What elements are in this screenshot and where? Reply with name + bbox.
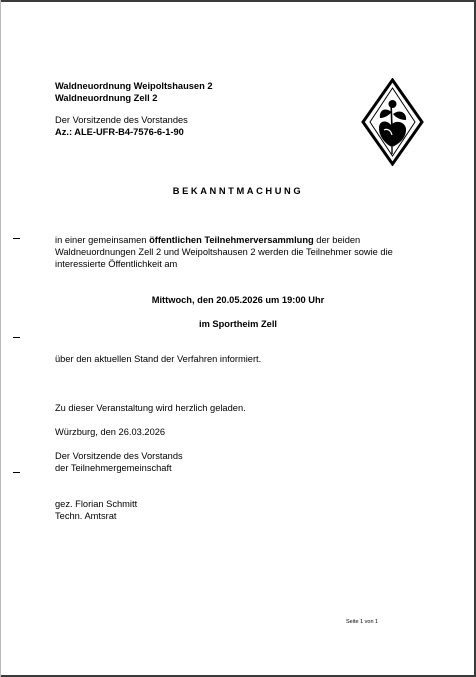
paragraph-2: über den aktuellen Stand der Verfahren informiert. [55, 354, 262, 364]
paragraph-1-line-3: interessierte Öffentlichkeit am [55, 259, 178, 269]
header-reference: Az.: ALE-UFR-B4-7576-6-1-90 [55, 127, 184, 137]
header-line-2: Waldneuordnung Zell 2 [55, 93, 158, 103]
fold-mark-3 [13, 472, 20, 473]
page-border-top [0, 0, 476, 2]
signature-line-1: Der Vorsitzende des Vorstands [55, 451, 183, 461]
fold-mark-1 [13, 238, 20, 239]
header-chair: Der Vorsitzende des Vorstandes [55, 115, 188, 125]
bavarian-diamond-emblem-icon [361, 78, 424, 166]
signature-line-2: der Teilnehmergemeinschaft [55, 463, 172, 473]
header-line-1: Waldneuordnung Weipoltshausen 2 [55, 81, 213, 91]
signed-title: Techn. Amtsrat [55, 511, 117, 521]
paragraph-3: Zu dieser Veranstaltung wird herzlich geladen. [55, 403, 246, 413]
document-title: BEKANNTMACHUNG [172, 186, 304, 196]
page-border-left [0, 0, 1, 677]
page-number: Seite 1 von 1 [346, 619, 379, 625]
event-location: im Sportheim Zell [198, 319, 277, 329]
fold-mark-2 [13, 337, 20, 338]
event-date: Mittwoch, den 20.05.2026 um 19:00 Uhr [151, 295, 325, 305]
place-date: Würzburg, den 26.03.2026 [55, 427, 166, 437]
paragraph-1-line-2: Waldneuordnungen Zell 2 und Weipoltshausen 2 werden die Teilnehmer sowie die [55, 247, 393, 257]
signed-name: gez. Florian Schmitt [55, 499, 138, 509]
paragraph-1-line-1: in einer gemeinsamen öffentlichen Teilnehmerversammlung der beiden [55, 235, 361, 245]
